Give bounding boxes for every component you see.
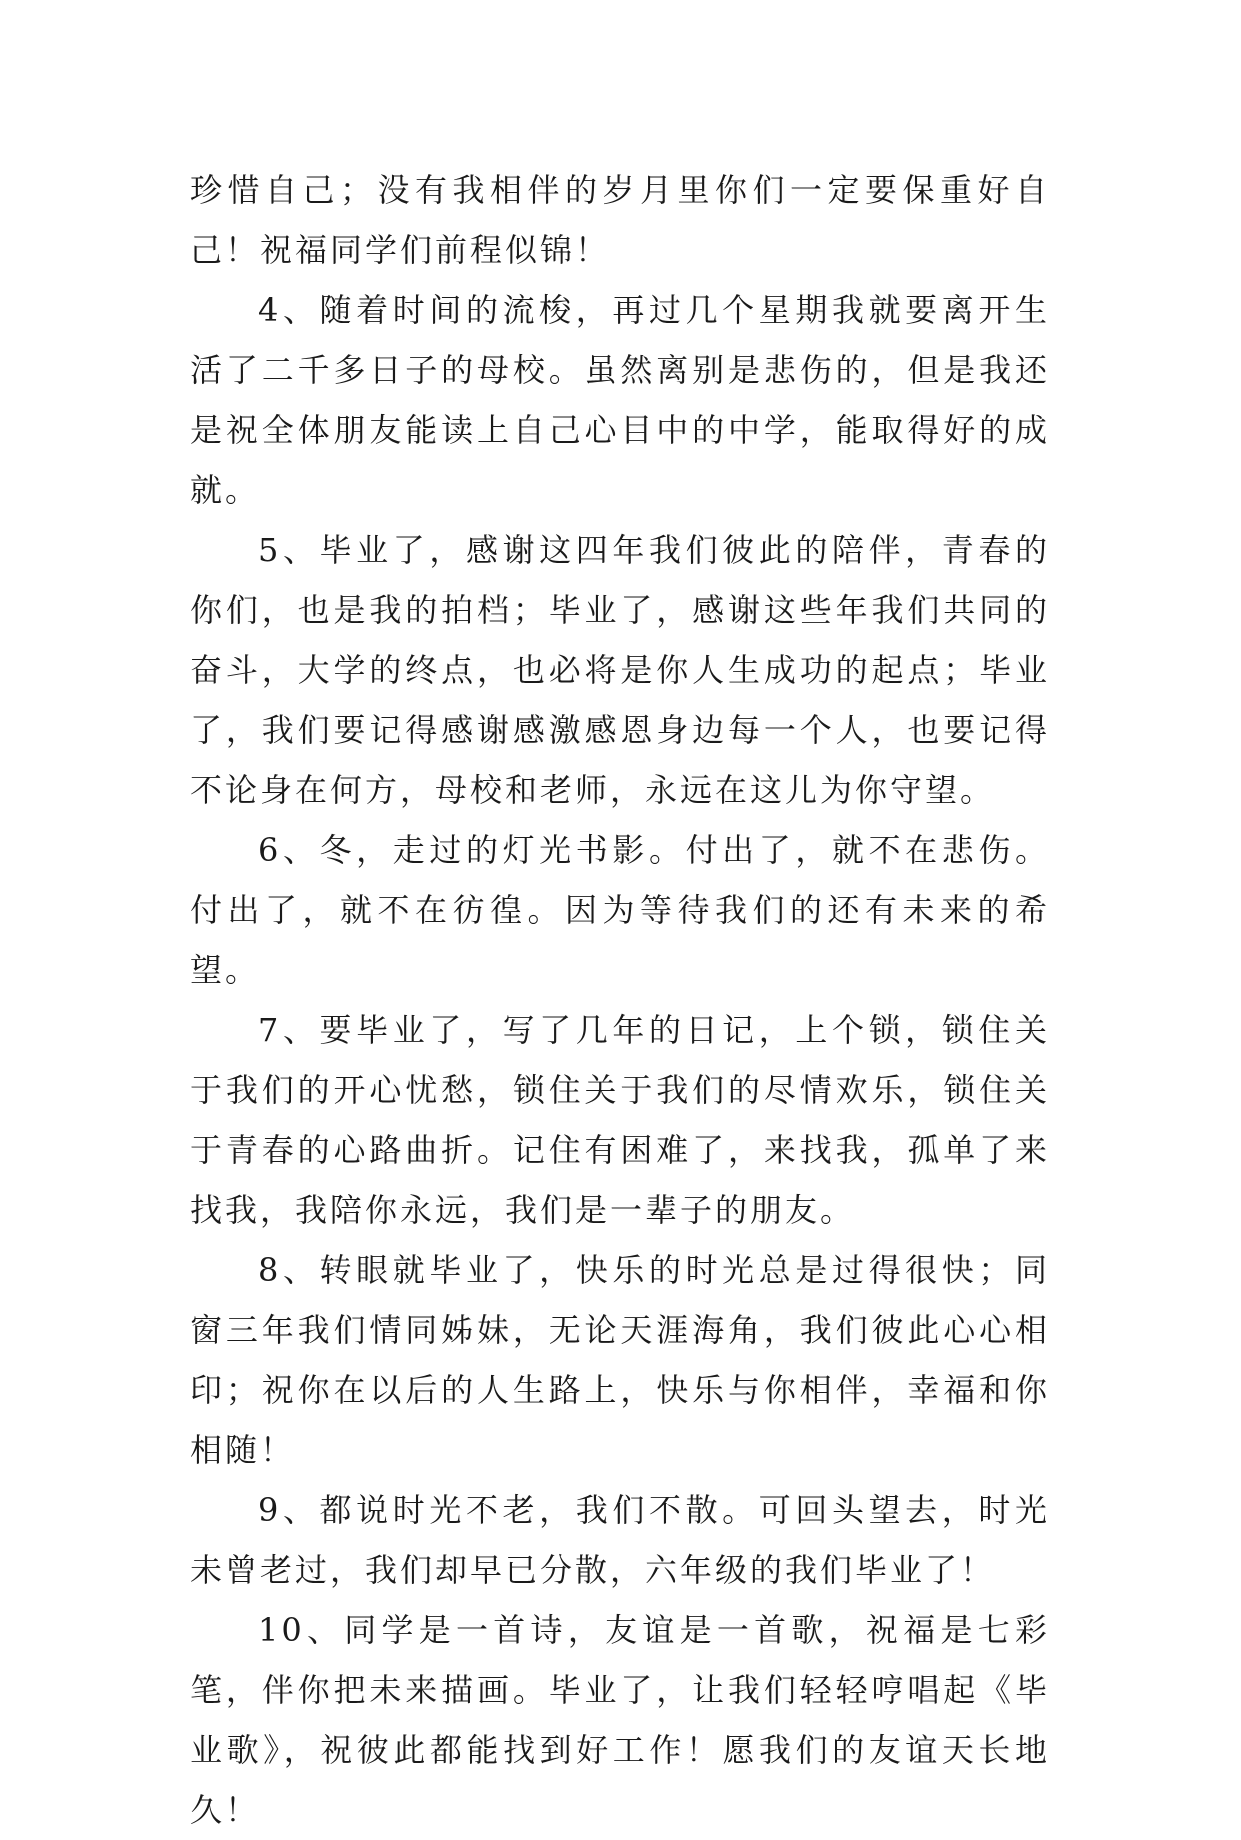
paragraph-item-7: 7、要毕业了，写了几年的日记，上个锁，锁住关于我们的开心忧愁，锁住关于我们的尽情欢乐，锁住关于青春的心路曲折。记住有困难了，来找我，孤单了来找我，我陪你永远，我们是一辈子的朋友。	[190, 1011, 1050, 1229]
paragraph-item-5: 5、毕业了，感谢这四年我们彼此的陪伴，青春的你们，也是我的拍档；毕业了，感谢这些年我们共同的奋斗，大学的终点，也必将是你人生成功的起点；毕业了，我们要记得感谢感激感恩身边每一个人，也要记得不论身在何方，母校和老师，永远在这儿为你守望。	[190, 531, 1050, 809]
paragraph-item-10: 10、同学是一首诗，友谊是一首歌，祝福是七彩笔，伴你把未来描画。毕业了，让我们轻轻哼唱起《毕业歌》，祝彼此都能找到好工作！愿我们的友谊天长地久！	[190, 1611, 1050, 1829]
paragraph-item-8: 8、转眼就毕业了，快乐的时光总是过得很快；同窗三年我们情同姊妹，无论天涯海角，我们彼此心心相印；祝你在以后的人生路上，快乐与你相伴，幸福和你相随！	[190, 1251, 1050, 1469]
paragraph-item-4: 4、随着时间的流梭，再过几个星期我就要离开生活了二千多日子的母校。虽然离别是悲伤的，但是我还是祝全体朋友能读上自己心目中的中学，能取得好的成就。	[190, 291, 1050, 509]
document-body	[190, 160, 1050, 1840]
paragraph-continuation: 珍惜自己；没有我相伴的岁月里你们一定要保重好自己！祝福同学们前程似锦！	[190, 171, 1050, 269]
paragraph-item-6: 6、冬，走过的灯光书影。付出了，就不在悲伤。付出了，就不在彷徨。因为等待我们的还有未来的希望。	[190, 831, 1050, 989]
paragraph-item-9: 9、都说时光不老，我们不散。可回头望去，时光未曾老过，我们却早已分散，六年级的我们毕业了！	[190, 1491, 1050, 1589]
